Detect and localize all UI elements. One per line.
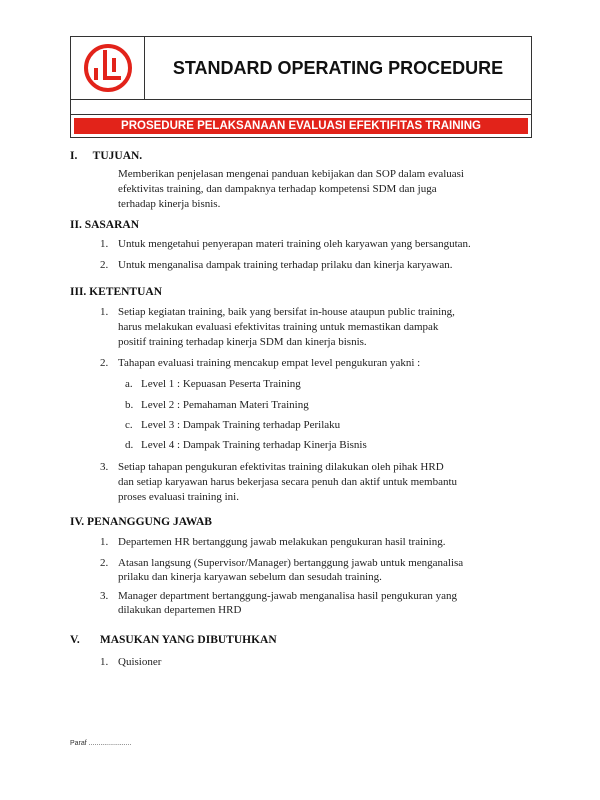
sasaran-item-1-num: 1. [100, 238, 109, 250]
ketentuan-sub-c [125, 418, 341, 433]
ketentuan-sub-a [125, 377, 301, 392]
penanggung-item-3 [100, 589, 530, 604]
ketentuan-item-2-num: 2. [100, 357, 109, 369]
masukan-item-1-text: Quisioner [118, 656, 162, 668]
penanggung-item-1-num: 1. [100, 536, 109, 548]
sasaran-item-1 [100, 237, 530, 252]
ketentuan-sub-c-num: c. [125, 419, 133, 431]
document-title: STANDARD OPERATING PROCEDURE [172, 57, 504, 78]
ketentuan-item-1-num: 1. [100, 306, 109, 318]
sasaran-item-2-num: 2. [100, 259, 109, 271]
penanggung-item-2 [100, 556, 530, 571]
procedure-banner-text: PROSEDURE PELAKSANAAN EVALUASI EFEKTIFITAS TRAINING [74, 118, 528, 134]
ketentuan-item-1 [100, 305, 530, 320]
ketentuan-sub-c-text: Level 3 : Dampak Training terhadap Perilaku [141, 419, 341, 431]
section-masukan-title: MASUKAN YANG DIBUTUHKAN [99, 634, 277, 646]
ketentuan-item-2-text: Tahapan evaluasi training mencakup empat level pengukuran yakni : [118, 357, 421, 369]
penanggung-item-3-num: 3. [100, 590, 109, 602]
header-spacer-row [70, 100, 532, 114]
tujuan-line-1: Memberikan penjelasan mengenai panduan kebijakan dan SOP dalam evaluasi [118, 168, 464, 180]
gl-logo-icon [82, 42, 134, 94]
section-penanggung-heading: IV. PENANGGUNG JAWAB [70, 516, 212, 528]
ketentuan-sub-d-text: Level 4 : Dampak Training terhadap Kinerja Bisnis [141, 439, 367, 451]
penanggung-item-2-line-2: prilaku dan kinerja karyawan sebelum dan sesudah training. [118, 571, 382, 583]
penanggung-item-2-num: 2. [100, 557, 109, 569]
penanggung-item-3-line-1: Manager department bertanggung-jawab menganalisa hasil pengukuran yang [118, 590, 458, 602]
ketentuan-item-2 [100, 356, 530, 371]
penanggung-item-1 [100, 535, 530, 550]
penanggung-item-3-line-2: dilakukan departemen HRD [118, 604, 242, 616]
ketentuan-sub-d-num: d. [125, 439, 134, 451]
penanggung-item-1-text: Departemen HR bertanggung jawab melakukan pengukuran hasil training. [118, 536, 446, 548]
ketentuan-sub-a-num: a. [125, 378, 133, 390]
section-sasaran-heading: II. SASARAN [70, 219, 140, 231]
section-ketentuan-heading: III. KETENTUAN [70, 286, 163, 298]
ketentuan-item-1-line-3: positif training terhadap kinerja SDM dan kinerja bisnis. [118, 336, 367, 348]
sop-header [70, 36, 532, 100]
ketentuan-sub-b [125, 398, 309, 413]
logo-cell [71, 37, 145, 99]
section-masukan-heading [70, 634, 277, 646]
masukan-item-1 [100, 655, 318, 670]
section-tujuan-title: TUJUAN. [92, 150, 143, 162]
ketentuan-item-3-line-1: Setiap tahapan pengukuran efektivitas training dilakukan oleh pihak HRD [118, 461, 444, 473]
sasaran-item-2-text: Untuk menganalisa dampak training terhadap prilaku dan kinerja karyawan. [118, 259, 453, 271]
ketentuan-item-3-line-3: proses evaluasi training ini. [118, 491, 239, 503]
ketentuan-sub-a-text: Level 1 : Kepuasan Peserta Training [141, 378, 301, 390]
ketentuan-item-3 [100, 460, 530, 475]
sasaran-item-2 [100, 258, 530, 273]
ketentuan-item-1-line-1: Setiap kegiatan training, baik yang bersifat in-house ataupun public training, [118, 306, 455, 318]
section-masukan-num: V. [70, 634, 80, 646]
ketentuan-sub-b-text: Level 2 : Pemahaman Materi Training [141, 399, 309, 411]
ketentuan-sub-d [125, 438, 367, 453]
procedure-banner [70, 114, 532, 138]
ketentuan-item-1-line-2: harus melakukan evaluasi efektivitas training untuk memastikan dampak [118, 321, 439, 333]
ketentuan-sub-b-num: b. [125, 399, 134, 411]
tujuan-line-3: terhadap kinerja bisnis. [118, 198, 221, 210]
masukan-item-1-num: 1. [100, 656, 109, 668]
section-tujuan-heading [70, 150, 142, 162]
paraf-signature-line: Paraf ...................... [70, 740, 132, 747]
ketentuan-item-3-num: 3. [100, 461, 109, 473]
ketentuan-item-3-line-2: dan setiap karyawan harus bekerjasa secara penuh dan aktif untuk membantu [118, 476, 458, 488]
section-tujuan-num: I. [70, 150, 78, 162]
tujuan-line-2: efektivitas training, dan dampaknya terhadap kompetensi SDM dan juga [118, 183, 437, 195]
sasaran-item-1-text: Untuk mengetahui penyerapan materi training oleh karyawan yang bersangutan. [118, 238, 471, 250]
penanggung-item-2-line-1: Atasan langsung (Supervisor/Manager) bertanggung jawab untuk menganalisa [118, 557, 464, 569]
